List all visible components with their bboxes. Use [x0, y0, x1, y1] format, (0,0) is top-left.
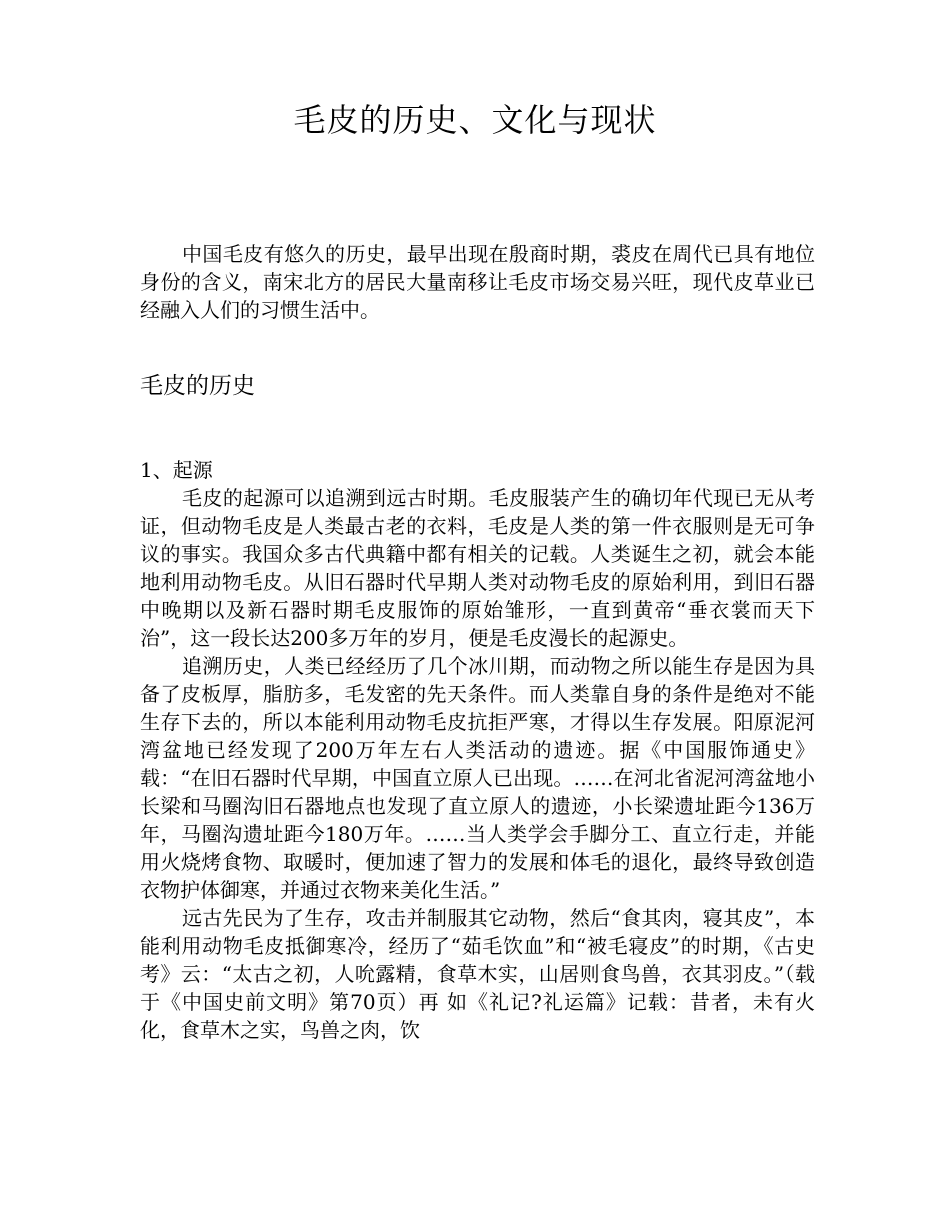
- subsection-heading: 1、起源: [140, 458, 213, 482]
- body-paragraph-origin: 毛皮的起源可以追溯到远古时期。毛皮服装产生的确切年代现已无从考证，但动物毛皮是人类最古老的衣料，毛皮是人类的第一件衣服则是无可争议的事实。我国众多古代典籍中都有相关的记载。人类诞生之初，就会本能地利用动物毛皮。从旧石器时代早期人类对动物毛皮的原始利用，到旧石器中晚期以及新石器时期毛皮服饰的原始雏形，一直到黄帝“垂衣裳而天下治”，这一段长达200多万年的岁月，便是毛皮漫长的起源史。: [140, 486, 815, 650]
- intro-paragraph: 中国毛皮有悠久的历史，最早出现在殷商时期，裘皮在周代已具有地位身份的含义，南宋北方的居民大量南移让毛皮市场交易兴旺，现代皮草业已经融入人们的习惯生活中。: [140, 242, 815, 322]
- section-heading: 毛皮的历史: [140, 373, 255, 399]
- document-title: 毛皮的历史、文化与现状: [293, 101, 657, 139]
- body-paragraph-ancestors: 远古先民为了生存，攻击并制服其它动物，然后“食其肉，寝其皮”，本能利用动物毛皮抵御寒冷，经历了“茹毛饮血”和“被毛寝皮”的时期，《古史考》云：“太古之初，人吮露精，食草木实，山居则食鸟兽，衣其羽皮。”（载于《中国史前文明》第70页）再 如《礼记?礼运篇》记载：昔者，未有火化，食草木之实，鸟兽之肉，饮: [140, 906, 815, 1042]
- body-paragraph-ice-age: 追溯历史，人类已经经历了几个冰川期，而动物之所以能生存是因为具备了皮板厚，脂肪多，毛发密的先天条件。而人类靠自身的条件是绝对不能生存下去的，所以本能利用动物毛皮抗拒严寒，才得以生存发展。阳原泥河湾盆地已经发现了200万年左右人类活动的遗迹。据《中国服饰通史》载：“在旧石器时代早期，中国直立原人已出现。……在河北省泥河湾盆地小长梁和马圈沟旧石器地点也发现了直立原人的遗迹，小长梁遗址距今136万年，马圈沟遗址距今180万年。……当人类学会手脚分工、直立行走，并能用火烧烤食物、取暖时，便加速了智力的发展和体毛的退化，最终导致创造衣物护体御寒，并通过衣物来美化生活。”: [140, 654, 815, 902]
- document-body: [140, 240, 815, 1044]
